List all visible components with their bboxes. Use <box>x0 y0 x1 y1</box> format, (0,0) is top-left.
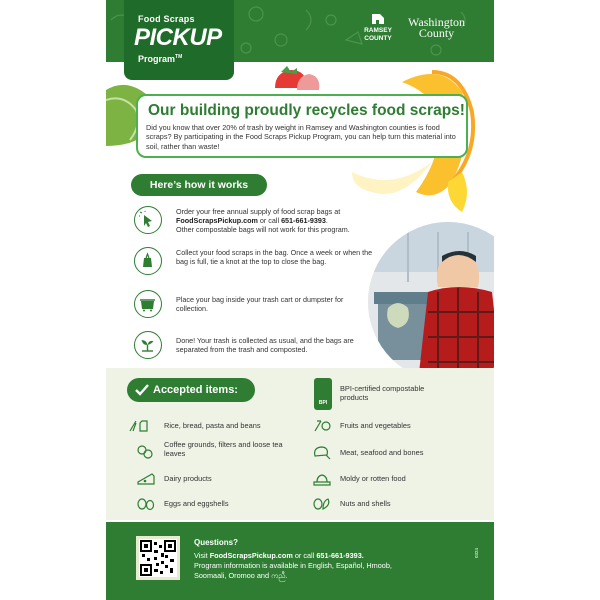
questions-label: Questions? <box>194 538 239 547</box>
footer-band <box>106 522 494 600</box>
washington-name: Washington <box>408 15 466 29</box>
visit-line: Visit FoodScrapsPickup.com or call 651-661-9393. <box>194 551 364 560</box>
eggs-icon <box>136 495 156 511</box>
food-bag-icon <box>139 252 156 269</box>
accepted-items-section <box>106 368 494 520</box>
step-3-text: Place your bag inside your trash cart or dumpster for collection. <box>176 295 344 313</box>
ramsey-mark-icon <box>371 13 385 25</box>
logo-line-program: Program™ <box>138 54 183 64</box>
step-3-icon-circle <box>134 290 162 318</box>
accepted-item-coffee: Coffee grounds, filters and loose tea leaves <box>164 440 283 458</box>
meat-icon <box>312 444 332 460</box>
washington-sub: County <box>418 26 455 40</box>
accepted-item-moldy: Moldy or rotten food <box>340 474 406 483</box>
step-1-icon-circle <box>134 206 162 234</box>
step-2-icon-circle <box>134 247 162 275</box>
grains-icon <box>128 417 148 433</box>
how-it-works-heading: Here’s how it works <box>131 174 267 196</box>
accepted-item-meat: Meat, seafood and bones <box>340 448 424 457</box>
accepted-item-eggs: Eggs and eggshells <box>164 499 229 508</box>
vegetables-icon <box>312 417 332 433</box>
accepted-item-rice-bread: Rice, bread, pasta and beans <box>164 421 261 430</box>
accepted-items-heading: Accepted items: <box>127 378 255 402</box>
headline: Our building proudly recycles food scraps! <box>148 102 465 119</box>
man-illustration <box>368 222 494 382</box>
logo-pickup-wordmark: PICKUP <box>134 24 222 51</box>
step-4-text: Done! Your trash is collected as usual, and the bags are separated from the trash and composted. <box>176 336 354 354</box>
accepted-item-dairy: Dairy products <box>164 474 212 483</box>
ramsey-sub: COUNTY <box>364 34 392 42</box>
accepted-item-nuts: Nuts and shells <box>340 499 391 508</box>
moldy-food-icon <box>312 470 332 486</box>
intro-paragraph: Did you know that over 20% of trash by weight in Ramsey and Washington counties is food scraps? By participating in the Food Scraps Pickup Program, you can help turn this material into soil, rather than waste! <box>146 123 456 151</box>
dumpster-icon <box>139 295 156 312</box>
print-code: 0324 <box>474 547 479 558</box>
ramsey-name: RAMSEY <box>364 27 392 34</box>
step-1-text: Order your free annual supply of food scrap bags at FoodScrapsPickup.com or call 651-661-9393. Other compostable bags will not work for this program. <box>176 207 350 234</box>
step-2-text: Collect your food scraps in the bag. Once a week or when the bag is full, tie a knot at the top to close the bag. <box>176 248 373 266</box>
nuts-icon <box>312 495 332 511</box>
website-link[interactable]: FoodScrapsPickup.com <box>209 551 293 560</box>
languages-line-2: Soomaali, Oromoo and ကညီ. <box>194 571 288 580</box>
phone-link[interactable]: 651-661-9393. <box>316 551 364 560</box>
header-band <box>106 0 494 62</box>
seedling-icon <box>139 336 156 353</box>
bpi-compostable-logo: BPI <box>314 378 332 410</box>
cursor-click-icon <box>139 211 156 228</box>
checkmark-icon <box>135 383 149 397</box>
flyer <box>106 0 494 600</box>
food-scraps-pickup-logo <box>124 0 234 80</box>
accepted-item-bpi: BPI-certified compostable products <box>340 384 425 402</box>
accepted-item-fruits: Fruits and vegetables <box>340 421 411 430</box>
logo-line-food-scraps: Food Scraps <box>138 14 195 24</box>
qr-code[interactable] <box>136 536 180 580</box>
languages-line-1: Program information is available in English, Español, Hmoob, <box>194 561 392 570</box>
headline-box <box>136 94 468 158</box>
step-4-icon-circle <box>134 331 162 359</box>
coffee-icon <box>136 444 156 460</box>
washington-county-logo <box>408 17 465 39</box>
ramsey-county-logo <box>358 13 398 42</box>
qr-code-icon <box>139 539 177 577</box>
cheese-icon <box>136 470 156 486</box>
man-with-compost-bag-photo <box>368 222 494 382</box>
